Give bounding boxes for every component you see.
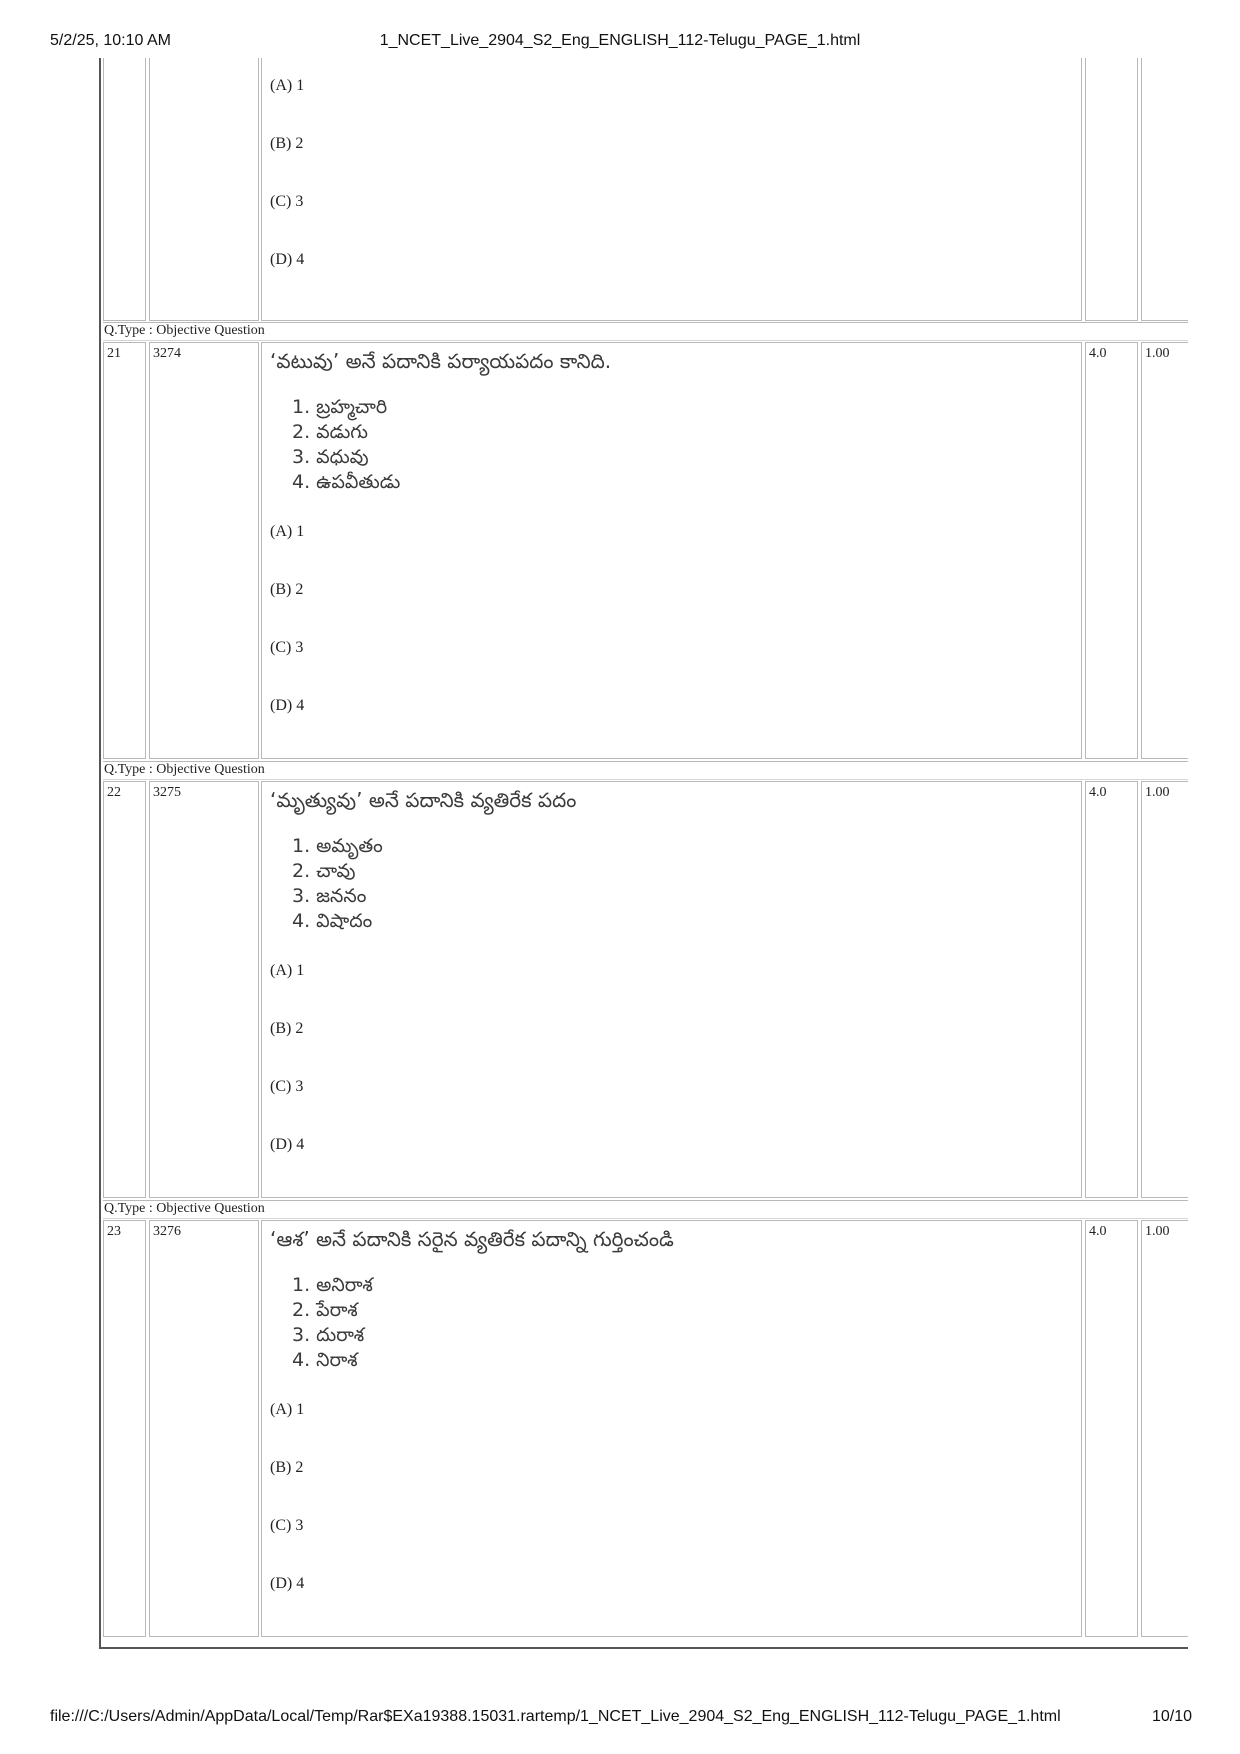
question-marks-cell — [1085, 342, 1138, 759]
question-id: 3275 — [153, 785, 181, 800]
question-option: 4. ఉపవీతుడు — [292, 471, 401, 493]
question-marks-cell — [1085, 781, 1138, 1198]
question-text: ‘ఆశ’ అనే పదానికి సరైన వ్యతిరేక పదాన్ని గుర్తించండి — [270, 1227, 674, 1251]
prev-choice-b: (B) 2 — [270, 135, 304, 152]
print-document-title: 1_NCET_Live_2904_S2_Eng_ENGLISH_112-Telugu_PAGE_1.html — [379, 32, 861, 49]
question-marks-cell — [1085, 1220, 1138, 1637]
answer-choice-b: (B) 2 — [270, 581, 304, 598]
question-marks: 4.0 — [1089, 1224, 1107, 1239]
print-datetime: 5/2/25, 10:10 AM — [50, 32, 171, 49]
question-marks: 4.0 — [1089, 785, 1107, 800]
answer-choice-a: (A) 1 — [270, 523, 305, 540]
answer-choice-b: (B) 2 — [270, 1020, 304, 1037]
question-option: 3. జననం — [292, 885, 367, 907]
question-sno-cell — [103, 1220, 146, 1637]
question-marks: 4.0 — [1089, 346, 1107, 361]
print-file-path: file:///C:/Users/Admin/AppData/Local/Temp/Rar$EXa19388.15031.rartemp/1_NCET_Live_2904_S2_Eng_ENGLISH_112-Telugu_PAGE_1.html — [50, 1708, 1061, 1725]
question-body-cell — [261, 1220, 1082, 1637]
question-sno-cell — [103, 781, 146, 1198]
question-negative-marks: 1.00 — [1145, 346, 1170, 361]
question-sno-cell — [103, 342, 146, 759]
prev-qid-cell — [149, 58, 259, 321]
qtype-divider — [103, 761, 1188, 762]
question-id-cell — [149, 781, 259, 1198]
prev-sno-cell — [103, 58, 146, 321]
table-left-border — [99, 58, 101, 1649]
question-id: 3274 — [153, 346, 181, 361]
question-option: 4. నిరాశ — [292, 1349, 358, 1371]
question-text: ‘వటువు’ అనే పదానికి పర్యాయపదం కానిది. — [270, 349, 612, 373]
question-option: 1. అనిరాశ — [292, 1274, 373, 1296]
question-body-cell — [261, 342, 1082, 759]
prev-choice-a: (A) 1 — [270, 77, 305, 94]
qtype-label: Q.Type : Objective Question — [104, 1201, 265, 1216]
answer-choice-d: (D) 4 — [270, 1575, 305, 1592]
question-options-list — [292, 1273, 373, 1373]
prev-question-cell — [261, 58, 1082, 321]
answer-choice-c: (C) 3 — [270, 1078, 304, 1095]
question-options-list — [292, 395, 400, 495]
answer-choice-a: (A) 1 — [270, 962, 305, 979]
question-negative-marks: 1.00 — [1145, 1224, 1170, 1239]
qtype-divider — [103, 340, 1188, 341]
qtype-label: Q.Type : Objective Question — [104, 762, 265, 777]
question-id-cell — [149, 1220, 259, 1637]
answer-choice-c: (C) 3 — [270, 1517, 304, 1534]
prev-choice-c: (C) 3 — [270, 193, 304, 210]
answer-choice-c: (C) 3 — [270, 639, 304, 656]
answer-choice-b: (B) 2 — [270, 1459, 304, 1476]
prev-negative-cell — [1141, 58, 1188, 321]
qtype-divider — [103, 1200, 1188, 1201]
question-negative-cell — [1141, 781, 1188, 1198]
question-option: 3. దురాశ — [292, 1324, 365, 1346]
question-sno: 22 — [107, 785, 121, 800]
qtype-label: Q.Type : Objective Question — [104, 323, 265, 338]
question-negative-cell — [1141, 342, 1188, 759]
qtype-divider — [103, 322, 1188, 323]
question-option: 4. విషాదం — [292, 910, 373, 932]
answer-choice-d: (D) 4 — [270, 1136, 305, 1153]
question-id: 3276 — [153, 1224, 181, 1239]
question-body-cell — [261, 781, 1082, 1198]
question-option: 3. వధువు — [292, 446, 369, 468]
prev-choice-d: (D) 4 — [270, 251, 305, 268]
question-text: ‘మృత్యువు’ అనే పదానికి వ్యతిరేక పదం — [270, 788, 577, 812]
answer-choice-d: (D) 4 — [270, 697, 305, 714]
question-sno: 21 — [107, 346, 121, 361]
question-option: 1. బ్రహ్మచారి — [292, 396, 388, 418]
question-table — [99, 58, 1188, 1649]
question-option: 2. వడుగు — [292, 421, 368, 443]
question-options-list — [292, 834, 383, 934]
question-option: 1. అమృతం — [292, 835, 383, 857]
question-sno: 23 — [107, 1224, 121, 1239]
qtype-divider — [103, 1218, 1188, 1219]
question-id-cell — [149, 342, 259, 759]
answer-choice-a: (A) 1 — [270, 1401, 305, 1418]
question-option: 2. పేరాశ — [292, 1299, 358, 1321]
question-negative-cell — [1141, 1220, 1188, 1637]
question-option: 2. చావు — [292, 860, 356, 882]
prev-marks-cell — [1085, 58, 1138, 321]
qtype-divider — [103, 779, 1188, 780]
table-bottom-border — [99, 1647, 1188, 1649]
print-page-number: 10/10 — [1152, 1708, 1193, 1725]
question-negative-marks: 1.00 — [1145, 785, 1170, 800]
